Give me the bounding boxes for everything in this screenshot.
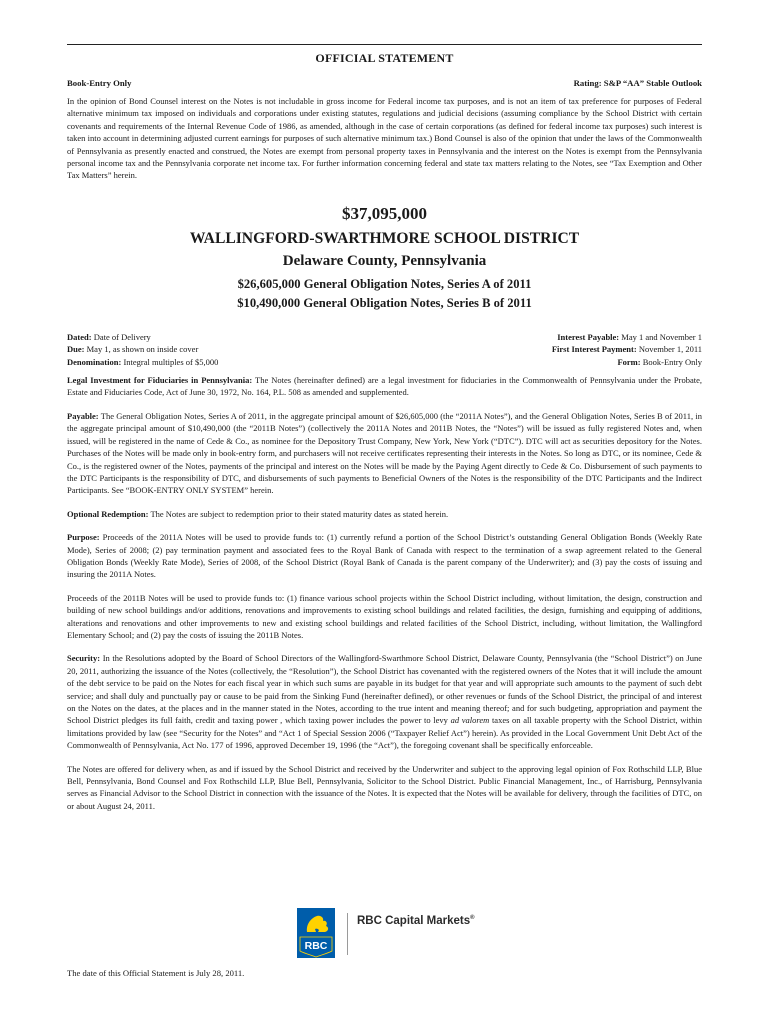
first-interest-label: First Interest Payment: [551,344,637,355]
official-statement-page [67,44,702,812]
statement-date: The date of this Official Statement is July 28, 2011. [67,968,245,978]
payable-heading: Payable: [67,410,99,421]
interest-label: Interest Payable: [557,331,620,342]
denomination-row [67,356,218,368]
first-interest-value: November 1, 2011 [638,344,702,355]
proceeds-b-paragraph: Proceeds of the 2011B Notes will be used to provide funds to: (1) finance various school projects within the School District including, without limitation, the design, construction and building of new school buildings and/or additions, renovations and improvements to existing school buildings and related facilities, the design, furnishing and equipping of additions, alterations and renovations and other improvements to new and existing school buildings and related facilities of the School District, including, without limitation, the Wallingford Elementary School; and (2) pay the costs of issuing the 2011B Notes. [67,592,702,640]
series-a-title: $26,605,000 General Obligation Notes, Series A of 2011 [237,276,532,291]
legal-text: The Notes (hereinafter defined) are a legal investment for fiduciaries in the Commonwealth of Pennsylvania under the Probate, Estate and Fiduciaries Code, Act of June 30, 1972, No. 164, P.L. 508 as amended and supplemented. [67,375,702,398]
district-name: WALLINGFORD-SWARTHMORE SCHOOL DISTRICT [189,229,580,247]
offering-paragraph: The Notes are offered for delivery when, as and if issued by the School District and received by the Underwriter and subject to the approving legal opinion of Fox Rothschild LLP, Blue Bell, Pennsylvania, Bond Counsel and Fox Rothschild LLP, Blue Bell, Pennsylvania, Solicitor to the School District. Public Financial Management, Inc., of Harrisburg, Pennsylvania serves as Financial Advisor to the School District in connection with the issuance of the Notes. It is expected that the Notes will be available for delivery, through the facilities of DTC, on or about August 24, 2011. [67,763,702,811]
registered-mark: ® [470,915,475,922]
interest-row [552,331,702,343]
redemption-paragraph [67,508,702,520]
rbc-shield-icon [296,907,336,959]
denomination-value: Integral multiples of $5,000 [123,356,219,367]
dated-value: Date of Delivery [93,331,151,342]
header-subline [67,78,702,88]
purpose-heading: Purpose: [67,532,100,543]
dated-row [67,331,218,343]
rbc-logo [296,907,475,959]
security-italic: ad valorem [450,715,490,726]
payable-paragraph [67,410,702,497]
form-label: Form: [617,356,641,367]
form-value: Book-Entry Only [642,356,702,367]
form-row [552,356,702,368]
redemption-text: The Notes are subject to redemption prior to their stated maturity dates as stated herein. [150,508,449,519]
security-paragraph [67,652,702,751]
rbc-wordmark [357,915,475,927]
wordmark-text: RBC Capital Markets [357,915,471,927]
redemption-heading: Optional Redemption: [67,508,149,519]
terms-right [552,331,702,368]
security-text-2: taxes on all taxable property with the School District, within limitations provided by law (see “Security for the Notes” and “Act 1 of Special Session 2006 (“Taxpayer Relief Act”) herein). As provided in the Local Government Unit Debt Act of the Commonwealth of Pennsylvania, Act No. 177 of 1996, approved December 19, 1996 (the “Act”), the foregoing covenant shall be specifically enforceable. [67,715,703,751]
due-value: May 1, as shown on inside cover [86,344,199,355]
note-terms [67,331,702,368]
logo-separator [347,913,348,955]
due-label: Due: [67,344,85,355]
legal-investment-paragraph [67,374,702,399]
security-text-1: In the Resolutions adopted by the Board of School Directors of the Wallingford-Swarthmore School District, Delaware County, Pennsylvania (the “School District”) on June 20, 2011, authorizing the issuance of the Notes (collectively, the “Resolution”), the School District has covenanted with the registered owners of the Notes that it will include the amount of the debt service to be paid on the Notes for each fiscal year in which such sums are payable in its budget for that year and will appropriate such amounts to the payment of such debt service; and shall duly and punctually pay or cause to be paid from the Sinking Fund (hereinafter defined), or other revenues or funds of the School District, the principal of and interest on the Notes on the dates, at the places and in the manner stated in the Notes, according to the true intent and meaning thereof; and for such budgeting, appropriation and payment the School District pledges its full faith, credit and taxing power , which taxing power includes the power to levy [67,653,703,726]
due-row [67,343,218,355]
page-title: OFFICIAL STATEMENT [315,51,454,65]
purpose-text: Proceeds of the 2011A Notes will be used to provide funds to: (1) currently refund a portion of the School District’s outstanding General Obligation Bonds (Weekly Rate Mode), Series of 2008; (2) pay termination payment and associated fees to the Royal Bank of Canada with respect to the termination of a swap agreement related to the General Obligation Bonds (Weekly Rate Mode), Series of 2008, of the School District (Royal Bank of Canada is the parent company of the Underwriter); and (3) pay the costs of issuing and insuring the 2011A Notes. [67,532,702,580]
first-interest-row [552,343,702,355]
tax-opinion-paragraph: In the opinion of Bond Counsel interest on the Notes is not includable in gross income for Federal income tax purposes, and is not an item of tax preference for purposes of Federal alternative minimum tax imposed on individuals and corporations under existing statutes, regulations and judicial decisions (assuming compliance by the School District with certain covenants and requirements of the Internal Revenue Code of 1986, as amended, although in the case of certain corporations (as defined for federal income tax purposes) such interest is taken into account in determining adjusted current earnings for purposes of such alternative minimum tax.) Bond Counsel is also of the opinion that under the laws of the Commonwealth of Pennsylvania as presently enacted and construed, the Notes are exempt from personal property taxes in Pennsylvania and the interest on the Notes is exempt from the Pennsylvania personal income tax and the Pennsylvania corporate net income tax. For further information concerning federal and state tax matters relating to the Notes, see “Tax Exemption and Other Tax Matters” herein. [67,96,702,181]
purpose-paragraph [67,531,702,581]
dated-label: Dated: [67,331,92,342]
top-rule [67,44,702,45]
series-b-title: $10,490,000 General Obligation Notes, Series B of 2011 [237,295,532,310]
legal-heading: Legal Investment for Fiduciaries in Pennsylvania: [67,375,253,386]
interest-value: May 1 and November 1 [621,331,702,342]
denomination-label: Denomination: [67,356,122,367]
payable-text: The General Obligation Notes, Series A of 2011, in the aggregate principal amount of $26,605,000 (the “2011A Notes”), and the General Obligation Notes, Series B of 2011, in the aggregate principal amount of $10,490,000 (the “2011B Notes”) (collectively the 2011A Notes and 2011B Notes, the “Notes”) will be issued as fully registered Notes and, when issued, will be registered in the name of Cede & Co., as nominee for the Depository Trust Company, New York, New York (“DTC”). DTC will act as securities depository for the Notes. Purchases of the Notes will be made only in book-entry form, and purchasers will not receive certificates representing their interests in the Notes. So long as DTC, or its nominee, Cede & Co., is the registered owner of the Notes, payments of the principal and interest on the Notes will be made by the Paying Agent directly to Cede & Co. Disbursement of such payments to the DTC Participants is the responsibility of DTC, and disbursements of such payments to Beneficial Owners of the Notes is the responsibility of the DTC Participants and the Indirect Participants. See “BOOK-ENTRY ONLY SYSTEM” herein. [67,410,702,496]
book-entry-label: Book-Entry Only [67,78,132,88]
total-amount: $37,095,000 [342,203,427,223]
rating-label: Rating: S&P “AA” Stable Outlook [573,78,702,88]
shield-text: RBC [304,940,328,952]
terms-left [67,331,218,368]
county-name: Delaware County, Pennsylvania [282,252,487,269]
security-heading: Security: [67,653,101,664]
